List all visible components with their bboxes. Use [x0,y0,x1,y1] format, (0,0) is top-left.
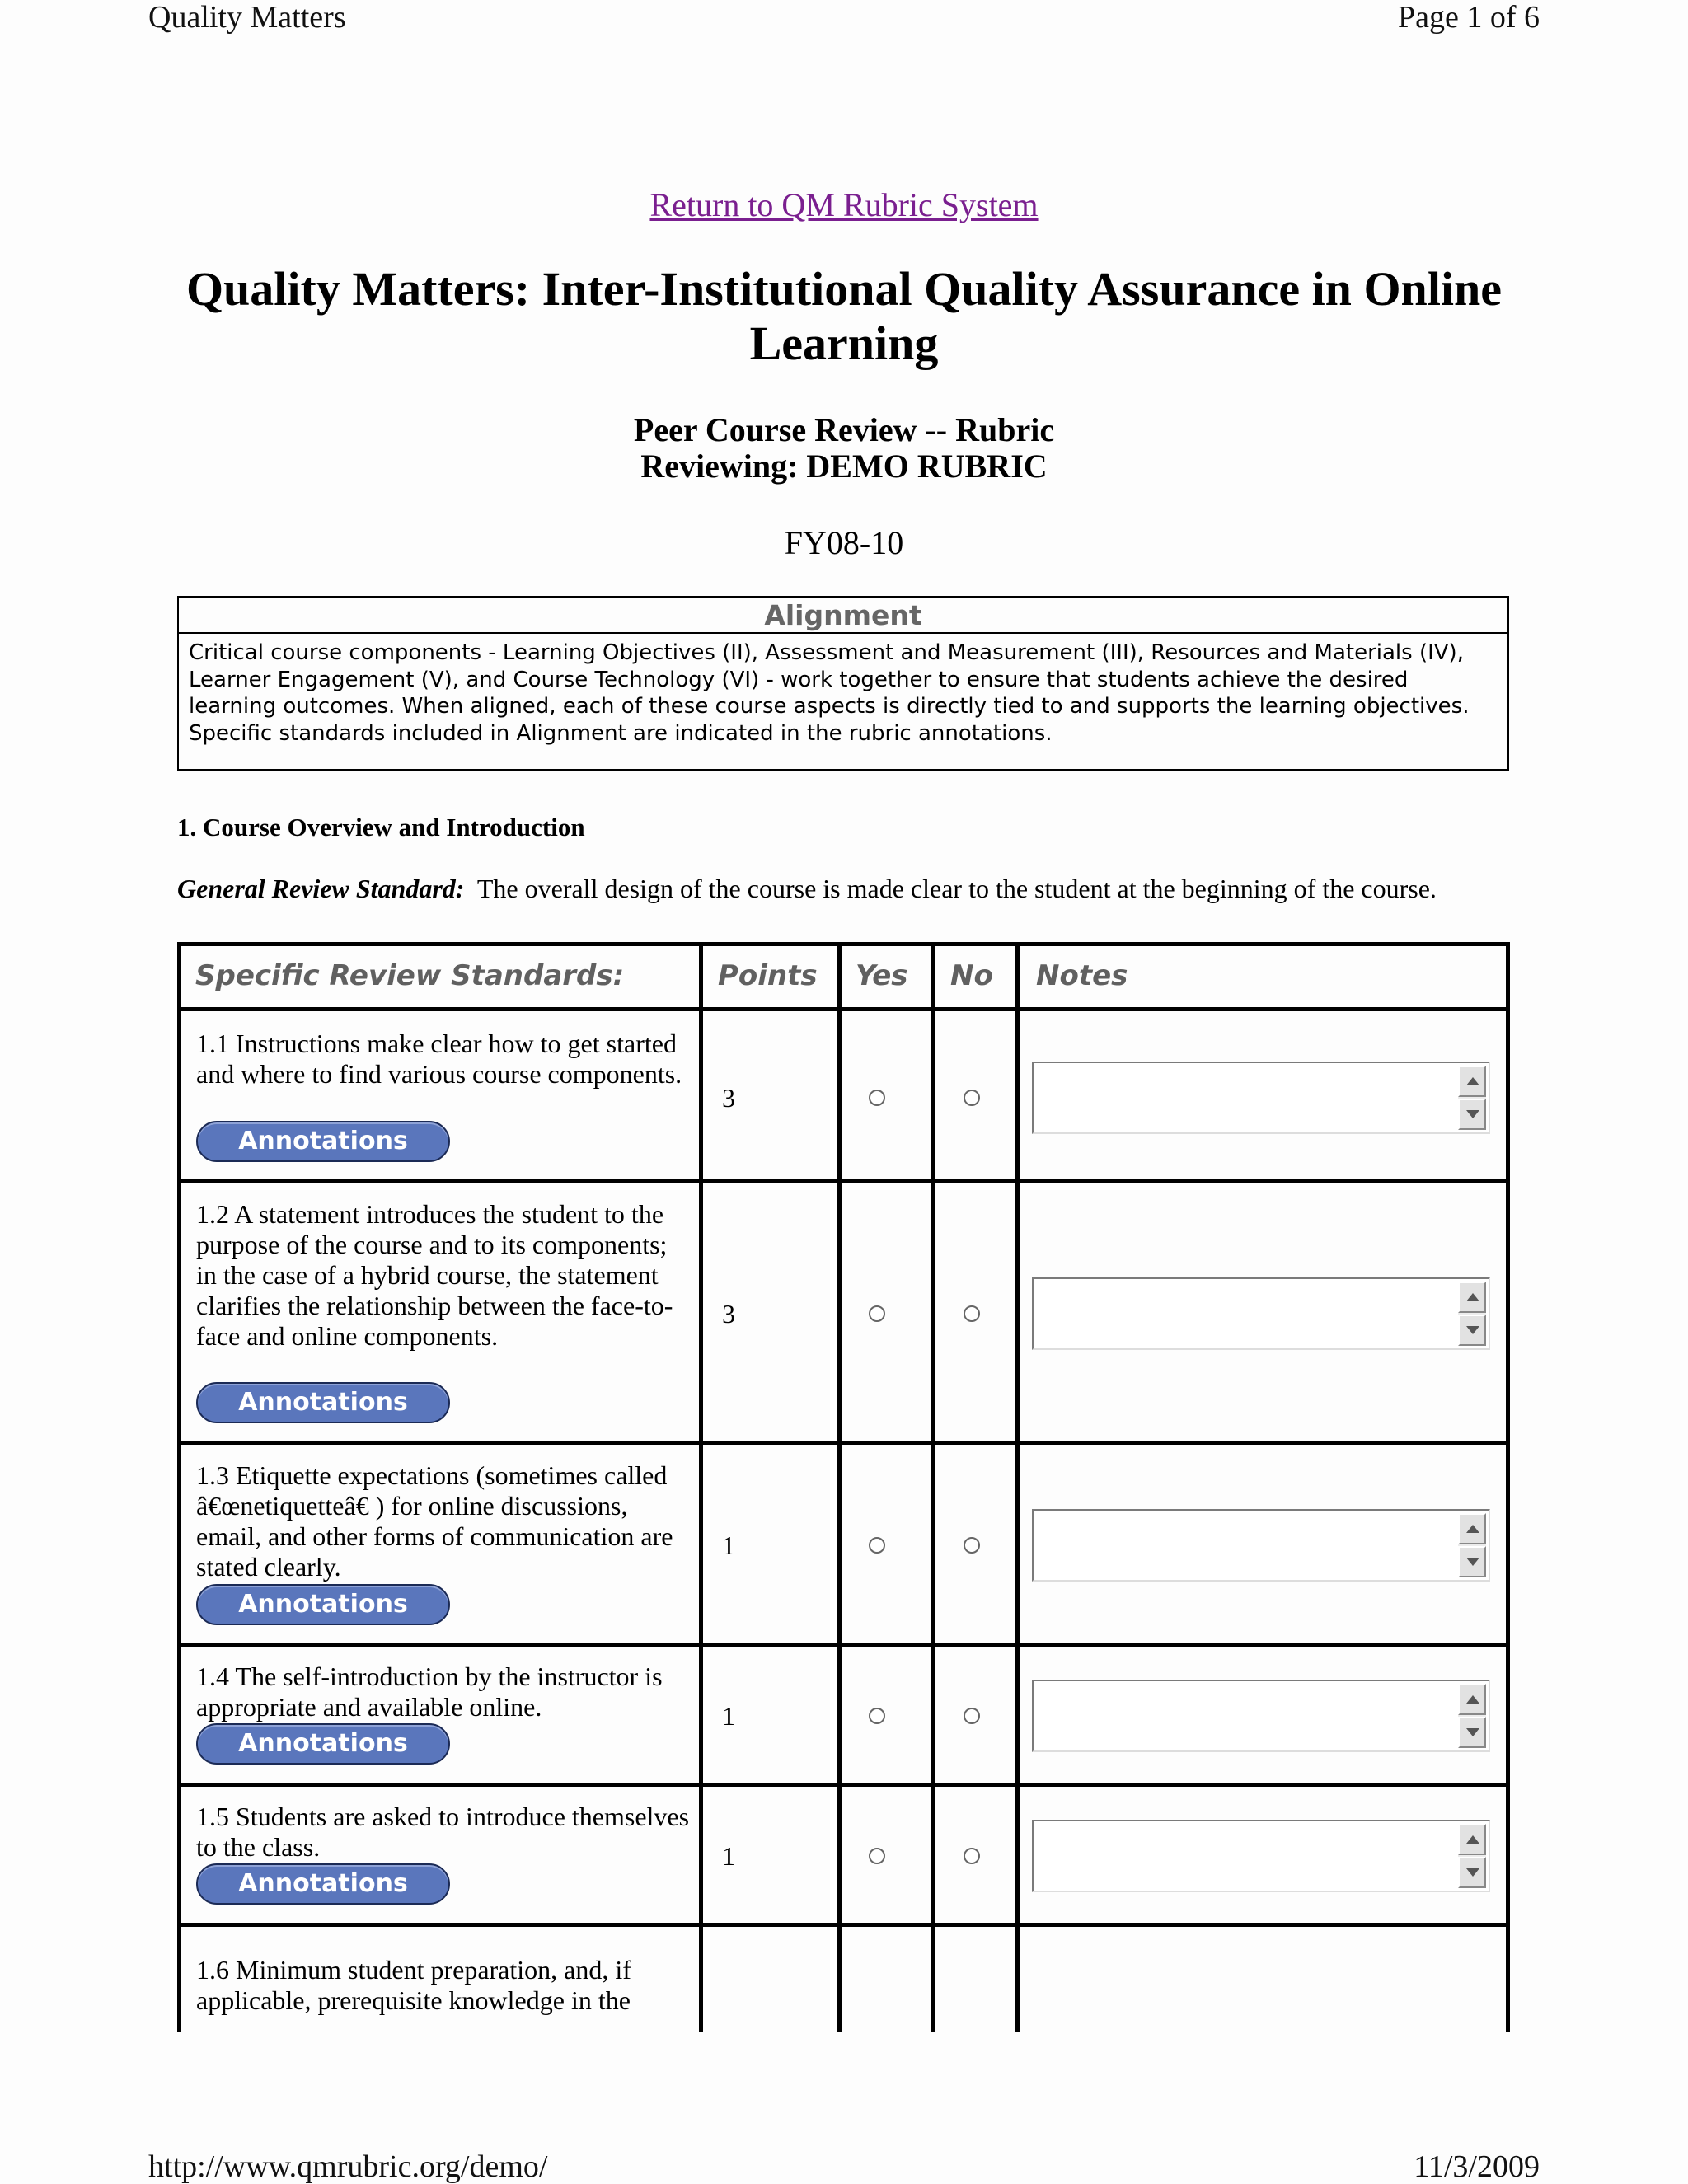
table-border [931,942,935,2032]
table-border [177,1923,1510,1927]
notes-scrollbar[interactable] [1458,1824,1486,1888]
table-border [1015,942,1020,2032]
no-radio[interactable] [964,1305,980,1322]
points-value: 1 [722,1701,735,1731]
no-radio[interactable] [964,1848,980,1864]
page-footer-url: http://www.qmrubric.org/demo/ [148,2149,548,2184]
page-footer-date: 11/3/2009 [1414,2149,1540,2184]
scroll-up-button[interactable] [1458,1824,1486,1855]
alignment-description: Critical course components - Learning Objectives (II), Assessment and Measurement (III), Resources and Materials (IV), Learner Engagement (V), and Course Technology (VI) - work together to ensure that students achieve the desired learning outcomes. When aligned, each of these course aspects is directly tied to and supports the learning objectives. Specific standards included in Alignment are indicated in the rubric annotations. [189,640,1470,746]
scroll-up-button[interactable] [1458,1282,1486,1313]
return-to-rubric-link[interactable]: Return to QM Rubric System [649,186,1039,223]
notes-scrollbar[interactable] [1458,1684,1486,1748]
down-arrow-icon [1466,1110,1479,1118]
table-border [177,1643,1510,1647]
standard-text: 1.2 A statement introduces the student to the purpose of the course and to its components; in the case of a hybrid course, the statement clarifies the relationship between the face-to-face and online components. [196,1199,673,1351]
standard-text: 1.4 The self-introduction by the instructor is appropriate and available online. [196,1661,663,1722]
column-header-yes: Yes [856,959,908,992]
column-header-standards: Specific Review Standards: [195,959,625,992]
general-review-standard [177,874,1437,904]
fiscal-year: FY08-10 [784,524,904,561]
annotations-button[interactable]: Annotations [196,1584,450,1625]
no-radio[interactable] [964,1708,980,1724]
notes-textarea[interactable] [1032,1680,1490,1752]
table-border [177,1441,1510,1445]
table-border [177,1783,1510,1787]
down-arrow-icon [1466,1558,1479,1566]
grs-label: General Review Standard: [177,874,465,903]
notes-textarea[interactable] [1032,1062,1490,1134]
yes-radio[interactable] [869,1537,885,1554]
annotations-button[interactable]: Annotations [196,1863,450,1905]
yes-radio[interactable] [869,1708,885,1724]
up-arrow-icon [1466,1695,1479,1704]
notes-textarea[interactable] [1032,1277,1490,1350]
table-border [177,1007,1510,1011]
column-header-points: Points [718,959,818,992]
page-number: Page 1 of 6 [1397,0,1540,35]
yes-radio[interactable] [869,1848,885,1864]
scroll-down-button[interactable] [1458,1857,1486,1888]
down-arrow-icon [1466,1868,1479,1877]
points-value: 1 [722,1841,735,1871]
table-border [1506,942,1510,2032]
down-arrow-icon [1466,1728,1479,1736]
table-border [699,942,703,2032]
page-title: Quality Matters: Inter-Institutional Quality Assurance in Online Learning [185,262,1503,370]
section-title: 1. Course Overview and Introduction [177,813,585,841]
points-value: 1 [722,1530,735,1560]
annotations-button[interactable]: Annotations [196,1723,450,1765]
notes-scrollbar[interactable] [1458,1282,1486,1346]
scroll-up-button[interactable] [1458,1066,1486,1097]
standard-text: 1.3 Etiquette expectations (sometimes called â€œnetiquetteâ€ ) for online discussions, email, and other forms of communication are stated clearly. [196,1460,673,1582]
up-arrow-icon [1466,1525,1479,1533]
points-value: 3 [722,1083,735,1113]
yes-radio[interactable] [869,1090,885,1106]
page-header-title: Quality Matters [148,0,346,35]
standard-text: 1.1 Instructions make clear how to get started and where to find various course components. [196,1029,682,1089]
table-border [837,942,842,2032]
subtitle-rubric: Peer Course Review -- Rubric [633,411,1055,448]
notes-scrollbar[interactable] [1458,1513,1486,1577]
standard-text: 1.5 Students are asked to introduce themselves to the class. [196,1802,690,1862]
notes-textarea[interactable] [1032,1820,1490,1892]
column-header-notes: Notes [1036,959,1128,992]
subtitle-reviewing: Reviewing: DEMO RUBRIC [640,448,1048,485]
scroll-down-button[interactable] [1458,1717,1486,1748]
up-arrow-icon [1466,1293,1479,1301]
yes-radio[interactable] [869,1305,885,1322]
up-arrow-icon [1466,1835,1479,1844]
no-radio[interactable] [964,1537,980,1554]
standard-text: 1.6 Minimum student preparation, and, if applicable, prerequisite knowledge in the [196,1955,631,2015]
no-radio[interactable] [964,1090,980,1106]
alignment-title: Alignment [179,598,1507,634]
annotations-button[interactable]: Annotations [196,1382,450,1423]
scroll-up-button[interactable] [1458,1513,1486,1544]
annotations-button[interactable]: Annotations [196,1121,450,1162]
grs-text: The overall design of the course is made clear to the student at the beginning of the course. [476,874,1437,903]
points-value: 3 [722,1299,735,1329]
alignment-box [177,596,1509,771]
scroll-down-button[interactable] [1458,1315,1486,1346]
review-subtitle [0,412,1688,485]
scroll-down-button[interactable] [1458,1546,1486,1577]
column-header-no: No [950,959,993,992]
table-border [177,1179,1510,1183]
down-arrow-icon [1466,1326,1479,1334]
notes-scrollbar[interactable] [1458,1066,1486,1130]
notes-textarea[interactable] [1032,1509,1490,1582]
up-arrow-icon [1466,1077,1479,1085]
scroll-up-button[interactable] [1458,1684,1486,1715]
scroll-down-button[interactable] [1458,1099,1486,1130]
table-border [177,942,181,2032]
